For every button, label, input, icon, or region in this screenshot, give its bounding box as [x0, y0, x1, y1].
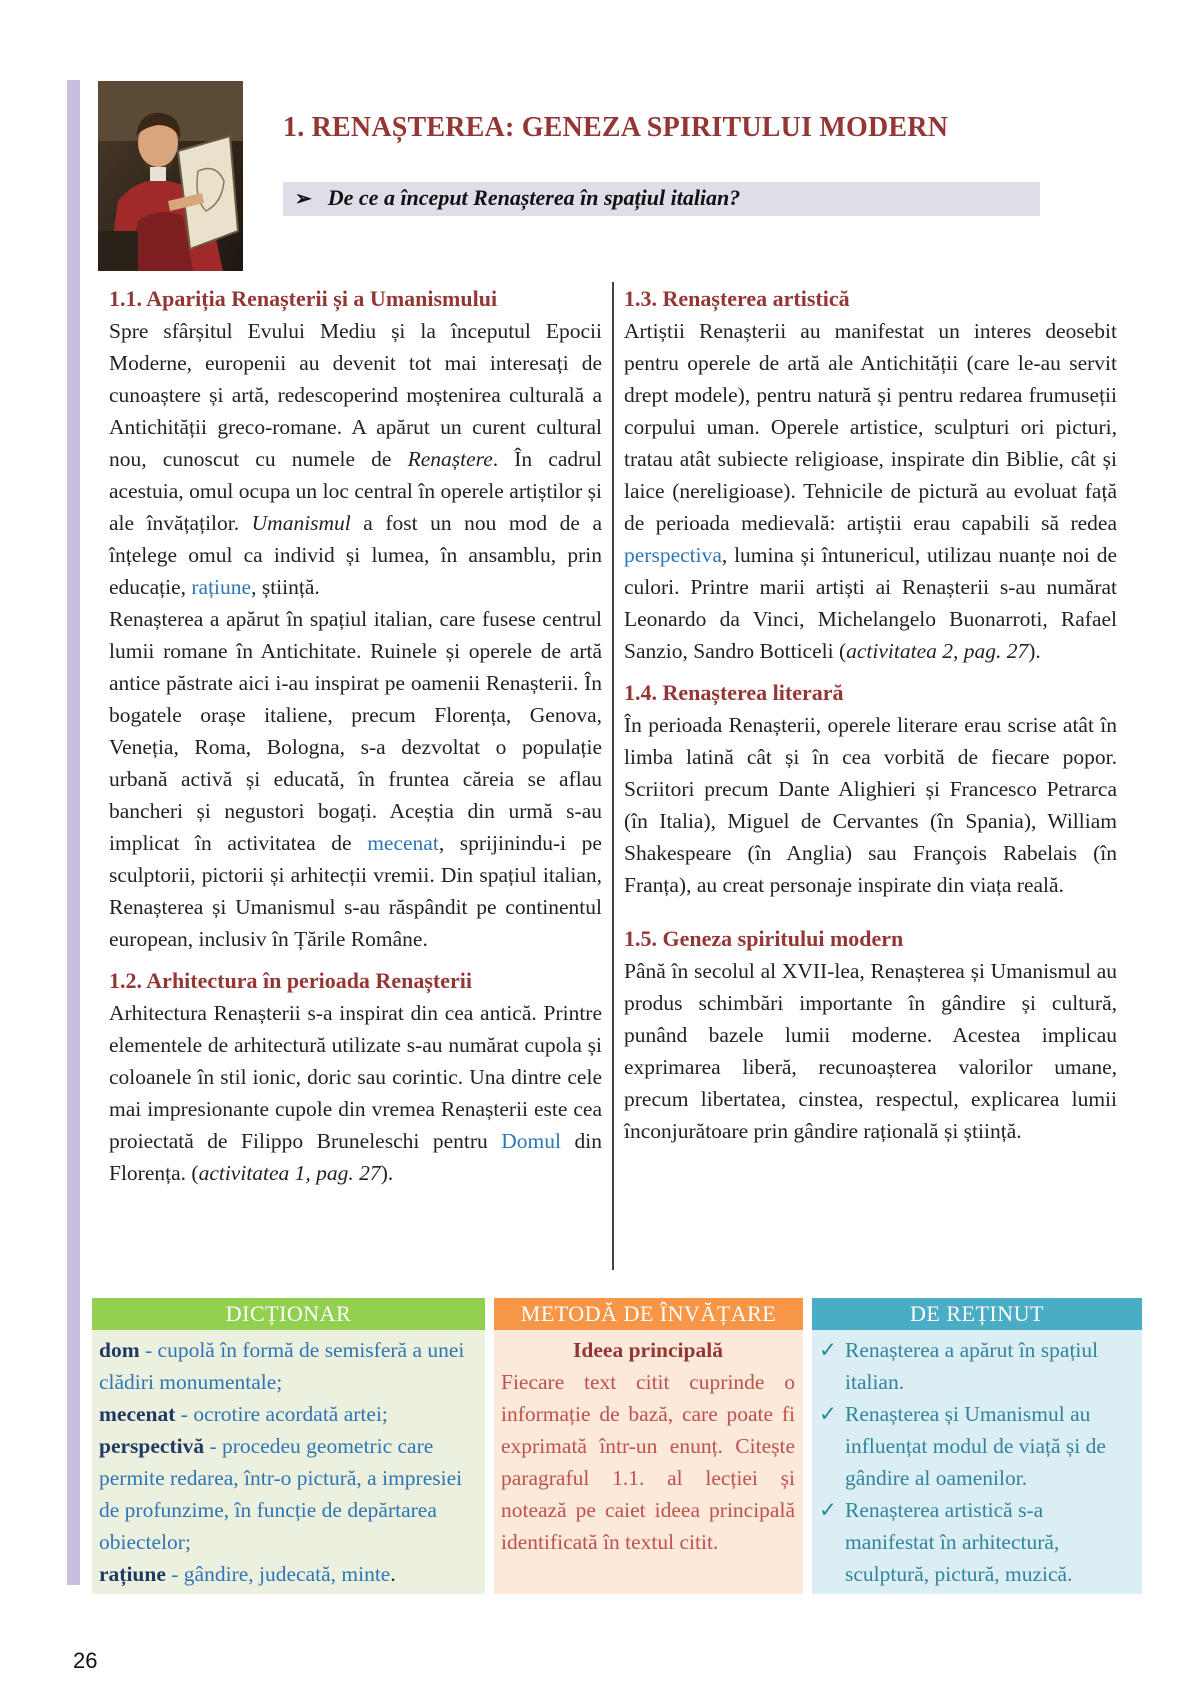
term-umanismul: Umanismul: [251, 511, 351, 535]
section-1-4-paragraph: În perioada Renașterii, operele literare erau scrise atât în limba latină cât și în cea vorbită de fiecare popor. Scriitori precum Dante Alighieri și Francesco Petrarca (în Italia), Miguel de Cervantes (în Spania), William Shakespeare (în Anglia) sau François Rabelais (în Franța), au creat personaje inspirate din viața reală.: [624, 713, 1117, 897]
remember-item: ✓ Renașterea și Umanismul au influențat modul de viață și de gândire al oamenilor.: [819, 1398, 1134, 1494]
dictionary-entry: dom - cupolă în formă de semisferă a unei clădiri monumentale;: [99, 1338, 465, 1394]
glossary-link-ratiune[interactable]: rațiune: [191, 575, 252, 599]
checkmark-icon: ✓: [819, 1402, 838, 1426]
section-heading-1-3: 1.3. Renașterea artistică: [624, 286, 850, 311]
page-number: 26: [73, 1648, 98, 1673]
remember-item: ✓ Renașterea artistică s-a manifestat în arhitectură, sculptură, pictură, muzică.: [819, 1494, 1134, 1590]
section-heading-1-1: 1.1. Apariția Renașterii și a Umanismului: [109, 286, 498, 311]
renaissance-portrait-image: [98, 81, 243, 271]
glossary-link-domul[interactable]: Domul: [501, 1129, 562, 1153]
remember-box: [812, 1298, 1142, 1594]
remember-heading: DE REȚINUT: [812, 1298, 1142, 1330]
remember-item: ✓ Renașterea a apărut în spațiul italian.: [819, 1334, 1134, 1398]
dictionary-entry: rațiune - gândire, judecată, minte.: [99, 1562, 396, 1586]
section-1-1-paragraph-2: Renașterea a apărut în spațiul italian, care fusese centrul lumii romane în Antichitate. Ruinele și operele de artă antice păstrate aici i-au inspirat pe oamenii Renașterii. În bogatele orașe italiene, precum Florența, Genova, Veneția, Roma, Bologna, s-a dezvoltat o populație urbană activă și educată, în fruntea căreia se aflau bancheri și negustori bogați. Aceștia din urmă s-au implicat în activitatea de mecenat, sprijinindu-i pe sculptorii, pictorii și arhitecții vremii. Din spațiul italian, Renașterea și Umanismul s-au răspândit pe continentul european, inclusiv în Țările Române.: [109, 607, 602, 951]
learning-method-subtitle: Ideea principală: [573, 1338, 723, 1362]
section-heading-1-2: 1.2. Arhitectura în perioada Renașterii: [109, 968, 472, 993]
column-divider: [612, 282, 614, 1270]
section-1-3-paragraph: Artiștii Renașterii au manifestat un interes deosebit pentru operele de artă ale Antichității (care le-au servit drept modele), pentru natură și pentru redarea frumuseții corpului uman. Operele artistice, sculpturi ori picturi, tratau atât subiecte religioase, inspirate din Biblie, cât și laice (nereligioase). Tehnicile de pictură au evoluat față de perioada medievală: artiștii erau capabili să redea perspectiva, lumina și întunericul, utilizau nuanțe noi de culori. Printre marii artiști ai Renașterii s-au numărat Leonardo da Vinci, Michelangelo Buonarroti, Rafael Sanzio, Sandro Botticeli (activitatea 2, pag. 27).: [624, 319, 1117, 663]
dictionary-body: [92, 1330, 485, 1590]
activity-reference-1: activitatea 1, pag. 27: [198, 1161, 381, 1185]
section-1-1-paragraph-1: Spre sfârșitul Evului Mediu și la începutul Epocii Moderne, europenii au devenit tot mai interesați de cunoaștere și artă, redescoperind moștenirea culturală a Antichității greco-romane. A apărut un curent cultural nou, cunoscut cu numele de Renaștere. În cadrul acestuia, omul ocupa un loc central în operele artiștilor și ale învățaților. Umanismul a fost un nou mod de a înțelege omul ca individ și lumea, în ansamblu, prin educație, rațiune, știință.: [109, 319, 602, 599]
glossary-link-mecenat[interactable]: mecenat: [367, 831, 439, 855]
page-title: 1. RENAȘTEREA: GENEZA SPIRITULUI MODERN: [283, 112, 949, 143]
section-heading-1-5: 1.5. Geneza spiritului modern: [624, 926, 904, 951]
dictionary-entry: perspectivă - procedeu geometric care permite redarea, într-o pictură, a impresiei de profunzime, în funcție de depărtarea obiectelor;: [99, 1434, 463, 1554]
arrowhead-icon: ➢: [295, 188, 312, 210]
term-renastere: Renaștere: [407, 447, 493, 471]
learning-method-heading: METODĂ DE ÎNVĂȚARE: [494, 1298, 803, 1330]
decorative-side-bar: [67, 80, 80, 1585]
checkmark-icon: ✓: [819, 1498, 838, 1522]
section-1-2-paragraph: Arhitectura Renașterii s-a inspirat din cea antică. Printre elementele de arhitectură utilizate s-au numărat cupola și coloanele în stil ionic, doric sau corintic. Una dintre cele mai impresionante cupole din vremea Renașterii este cea proiectată de Filippo Bruneleschi pentru Domul din Florența. (activitatea 1, pag. 27).: [109, 1001, 602, 1185]
checkmark-icon: ✓: [819, 1338, 838, 1362]
left-column: [109, 283, 602, 1189]
remember-body: [812, 1330, 1142, 1590]
activity-reference-2: activitatea 2, pag. 27: [846, 639, 1029, 663]
dictionary-heading: DICȚIONAR: [92, 1298, 485, 1330]
right-column: [624, 283, 1117, 1147]
remember-list: [819, 1334, 1134, 1590]
lesson-question-text: De ce a început Renașterea în spațiul italian?: [327, 185, 741, 210]
glossary-link-perspectiva[interactable]: perspectiva: [624, 543, 722, 567]
section-1-5-paragraph: Până în secolul al XVII-lea, Renașterea și Umanismul au produs schimbări importante în gândire și cultură, punând bazele lumii moderne. Acestea implicau exprimarea liberă, recunoașterea valorilor umane, precum libertatea, cinstea, respectul, explicarea lumii înconjurătoare prin gândire rațională și știință.: [624, 959, 1117, 1143]
learning-method-text: Fiecare text citit cuprinde o informație de bază, care poate fi exprimată într-un enunț. Citește paragraful 1.1. al lecției și notează pe caiet ideea principală identificată în textul citit.: [501, 1370, 795, 1554]
dictionary-entry: mecenat - ocrotire acordată artei;: [99, 1402, 388, 1426]
lesson-question: [283, 182, 1040, 216]
section-heading-1-4: 1.4. Renașterea literară: [624, 680, 844, 705]
learning-method-body: [494, 1330, 803, 1558]
learning-method-box: [494, 1298, 803, 1594]
dictionary-box: [92, 1298, 485, 1594]
